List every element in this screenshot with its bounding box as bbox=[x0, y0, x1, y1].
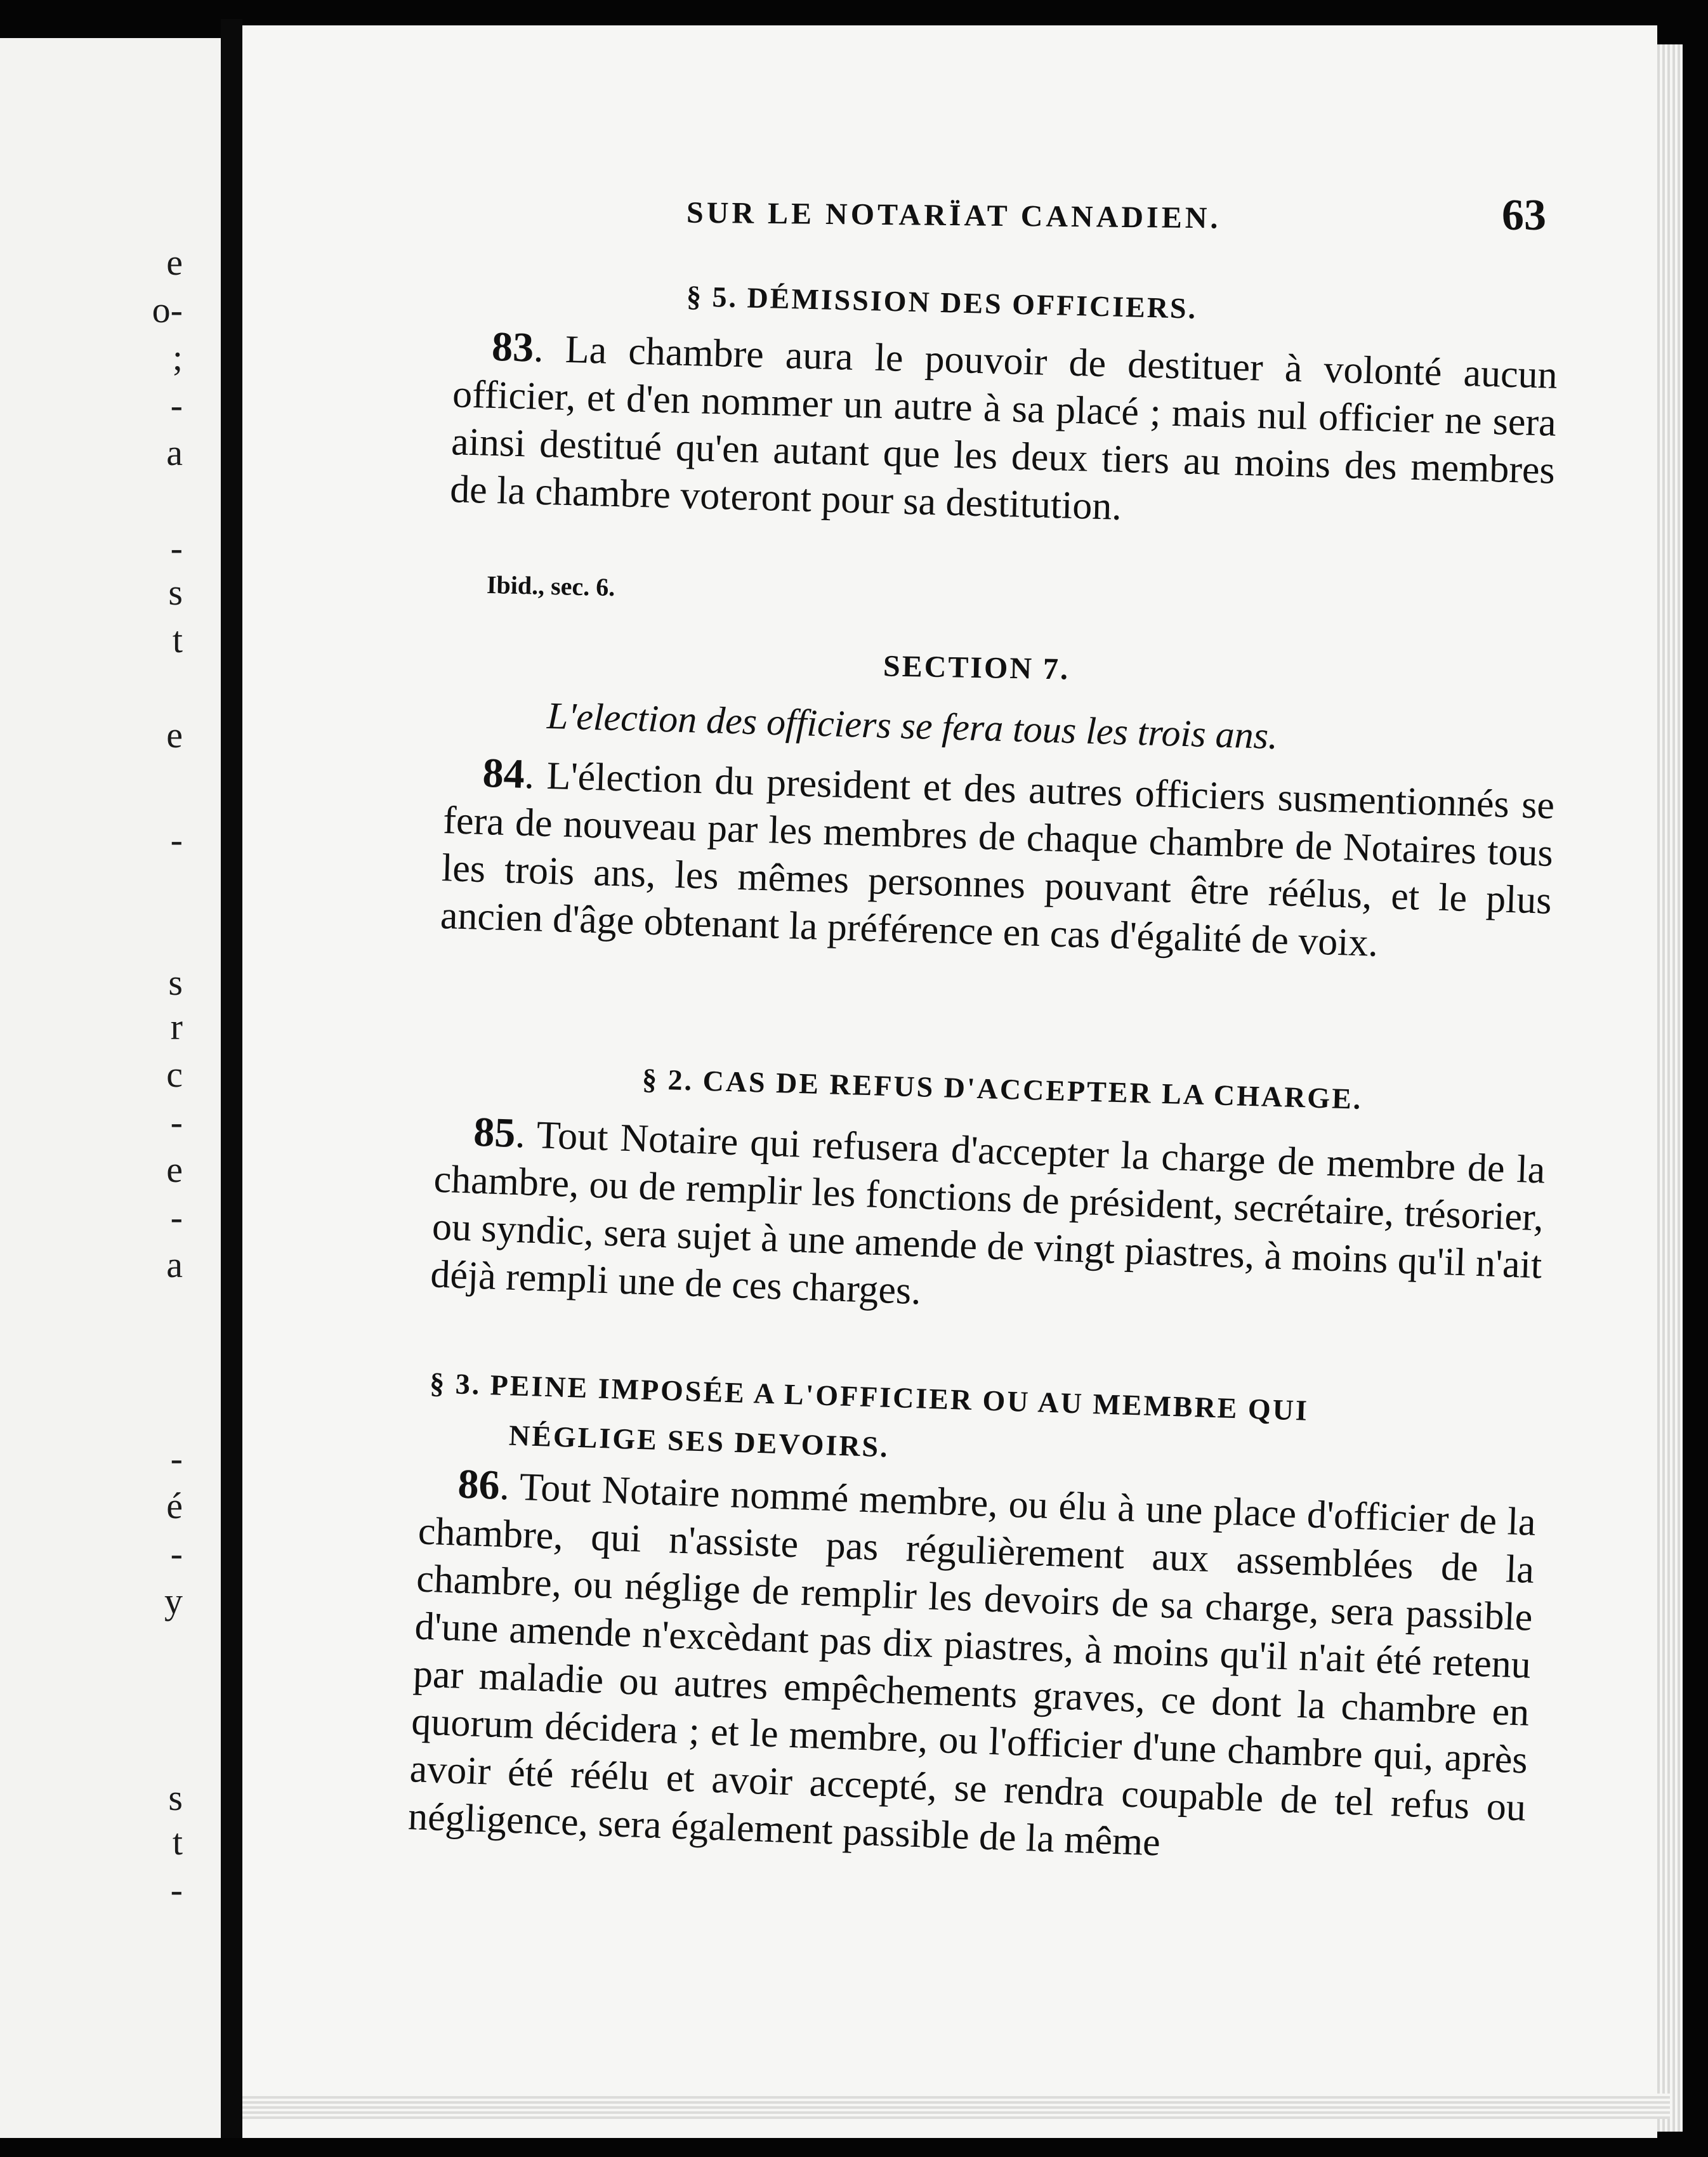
facing-page-strip bbox=[0, 38, 221, 2138]
section-7-heading: SECTION 7. bbox=[883, 649, 1070, 686]
margin-char: a bbox=[166, 1244, 183, 1285]
article-number: 85 bbox=[473, 1108, 516, 1157]
page-stack-edge-bottom bbox=[242, 2094, 1670, 2119]
section-7-subtitle: L'election des officiers se fera tous les trois ans. bbox=[546, 694, 1278, 757]
margin-char: - bbox=[170, 1197, 183, 1238]
page-number: 63 bbox=[1502, 191, 1546, 240]
margin-char: - bbox=[170, 1533, 183, 1574]
margin-char: c bbox=[166, 1054, 183, 1095]
page-stack-edge-right bbox=[1657, 44, 1683, 2132]
article-number: 84 bbox=[482, 749, 525, 797]
article-number: 83 bbox=[491, 323, 535, 371]
source-reference: Ibid., sec. 6. bbox=[486, 570, 615, 602]
book-page bbox=[242, 25, 1657, 2138]
article-text: . Tout Notaire qui refusera d'accepter la charge de membre de la chambre, ou de remplir les fonctions de président, secrétaire, trésorier, ou syndic, sera sujet à une amende de vingt piastres, à moins qu'il n'ait déjà rempli une de ces charges. bbox=[430, 1112, 1546, 1313]
article-text: . La chambre aura le pouvoir de destituer à volonté aucun officier, et d'en nommer un autre à sa placé ; mais nul officier ne sera ainsi destitué qu'en autant que les deux tiers au moins des membres de la chambre voteront pour sa destitution. bbox=[449, 327, 1558, 528]
margin-char: t bbox=[172, 619, 183, 660]
facing-page-margin-text bbox=[0, 38, 221, 2138]
margin-char: a bbox=[166, 432, 183, 473]
section-2-heading: § 2. CAS DE REFUS D'ACCEPTER LA CHARGE. bbox=[641, 1063, 1363, 1115]
margin-char: - bbox=[170, 1869, 183, 1910]
margin-char: y bbox=[164, 1580, 183, 1622]
margin-char: s bbox=[168, 1777, 183, 1818]
margin-char: s bbox=[168, 962, 183, 1003]
margin-char: e bbox=[166, 714, 183, 756]
running-title: SUR LE NOTARÏAT CANADIEN. bbox=[686, 195, 1221, 235]
margin-char: o- bbox=[152, 289, 183, 331]
margin-char: - bbox=[170, 527, 183, 568]
margin-char: r bbox=[170, 1006, 183, 1047]
margin-char: - bbox=[170, 384, 183, 426]
article-number: 86 bbox=[457, 1460, 501, 1509]
margin-char: - bbox=[170, 1101, 183, 1143]
margin-char: t bbox=[172, 1821, 183, 1863]
article-text: . L'élection du president et des autres officiers susmentionnés se fera de nouveau par les membres de chaque chambre de Notaires tous les trois ans, les mêmes personnes pouvant être réélus, et le plus ancien d'âge obtenant la préférence en cas d'égalité de voix. bbox=[440, 753, 1555, 965]
margin-char: ; bbox=[172, 337, 183, 378]
book-gutter bbox=[221, 19, 242, 2138]
margin-char: e bbox=[166, 242, 183, 283]
article-84 bbox=[440, 748, 1555, 973]
margin-char: s bbox=[168, 572, 183, 613]
page-content bbox=[242, 25, 1657, 2138]
section-3-heading-line-2: NÉGLIGE SES DEVOIRS. bbox=[508, 1419, 890, 1464]
margin-char: - bbox=[170, 819, 183, 860]
section-3-heading-line-1: § 3. PEINE IMPOSÉE A L'OFFICIER OU AU MEMBRE QUI bbox=[429, 1367, 1310, 1427]
article-86 bbox=[407, 1459, 1537, 1879]
article-83 bbox=[449, 322, 1558, 542]
margin-char: - bbox=[170, 1438, 183, 1479]
margin-char: e bbox=[166, 1149, 183, 1190]
margin-char: é bbox=[166, 1485, 183, 1526]
article-85 bbox=[430, 1107, 1546, 1337]
section-5-heading: § 5. DÉMISSION DES OFFICIERS. bbox=[686, 280, 1198, 325]
article-text: . Tout Notaire nommé membre, ou élu à une place d'officier de la chambre, qui n'assiste pas régulièrement aux assemblées de la chambre, ou néglige de remplir les devoirs de sa charge, sera passible d'une amende n'excèdant pas dix piastres, à moins qu'il n'ait été retenu par maladie ou autres empêchements graves, ce dont la chambre en quorum décidera ; et le membre, ou l'officier d'une chambre qui, après avoir été réélu et avoir accepté, se rendra coupable de tel refus ou négligence, sera également passible de la même bbox=[407, 1464, 1537, 1865]
